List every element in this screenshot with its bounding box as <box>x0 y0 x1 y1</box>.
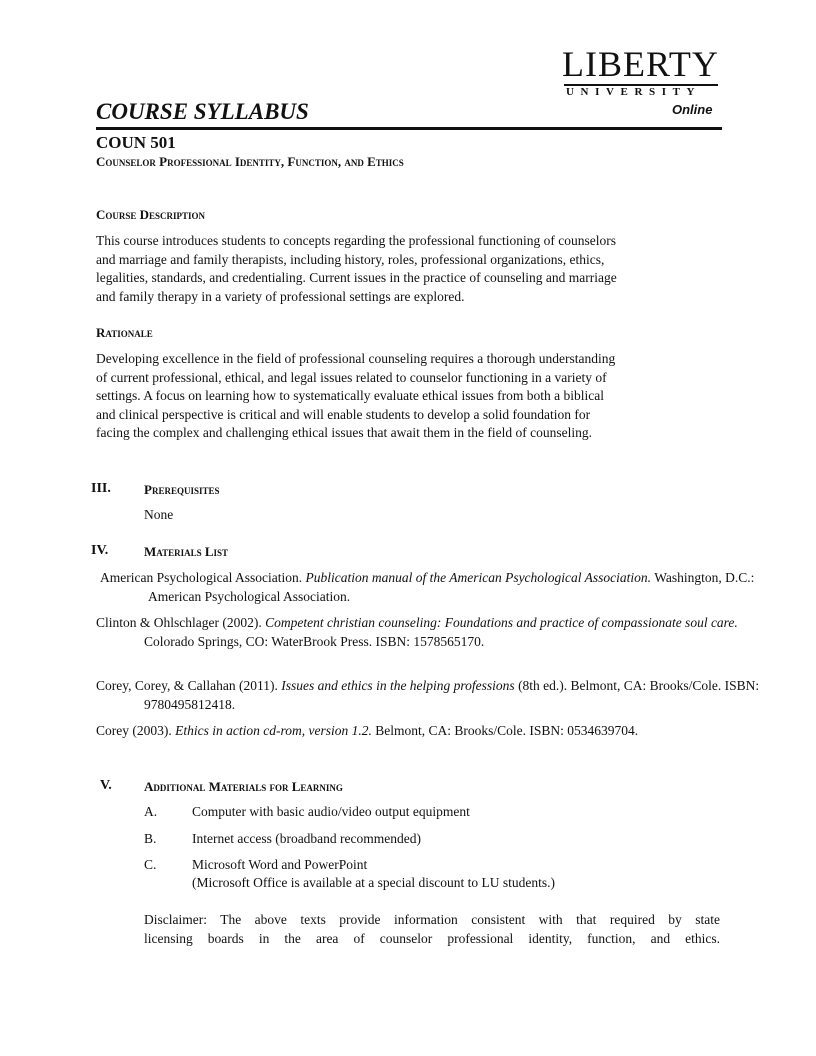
list-item-text: Microsoft Word and PowerPoint <box>192 857 368 872</box>
course-name: Counselor Professional Identity, Function, and Ethics <box>96 154 404 169</box>
list-item-letter: A. <box>144 804 158 819</box>
reference-entry <box>96 722 762 741</box>
materials-heading: Materials List <box>144 544 229 559</box>
logo-online: Online <box>672 102 713 117</box>
list-item-subtext: (Microsoft Office is available at a special discount to LU students.) <box>192 875 556 890</box>
title-rule <box>96 127 722 130</box>
rationale-line: of current professional, ethical, and legal issues related to counselor functioning in a variety of <box>96 369 607 385</box>
list-item-letter: C. <box>144 857 157 872</box>
prerequisites-value: None <box>144 507 174 522</box>
reference-title: Competent christian counseling: Foundations and practice of compassionate soul care. <box>265 615 738 630</box>
course-description-line: and family therapy in a variety of professional settings are explored. <box>96 288 465 304</box>
reference-author: Corey (2003). <box>96 723 176 738</box>
rationale-line: and clinical perspective is critical and will enable students to develop a solid foundation for <box>96 406 591 422</box>
reference-entry <box>96 677 762 714</box>
logo-university: UNIVERSITY <box>566 86 702 98</box>
rationale-text <box>96 350 726 443</box>
reference-entry <box>100 569 774 606</box>
reference-author: Corey, Corey, & Callahan (2011). <box>96 678 282 693</box>
section-number: III. <box>91 481 111 496</box>
rationale-line: Developing excellence in the field of professional counseling requires a thorough understanding <box>96 351 616 366</box>
additional-materials-heading: Additional Materials for Learning <box>144 779 343 794</box>
reference-entry <box>96 614 776 651</box>
course-code: COUN 501 <box>96 133 176 152</box>
course-description-line: This course introduces students to concepts regarding the professional functioning of counselors <box>96 233 617 248</box>
course-description-heading: Course Description <box>96 207 206 222</box>
list-item-text: Computer with basic audio/video output equipment <box>192 804 470 819</box>
course-description-line: legalities, standards, and credentialing. Current issues in the practice of counseling and marriage <box>96 270 617 285</box>
reference-author: American Psychological Association. <box>100 570 306 585</box>
section-number: IV. <box>91 543 109 558</box>
reference-title: Publication manual of the American Psychological Association. <box>305 570 652 585</box>
rationale-line: facing the complex and challenging ethical issues that await them in the field of counseling. <box>96 425 592 440</box>
reference-title: Issues and ethics in the helping professions <box>281 678 515 693</box>
disclaimer-line: licensing boards in the area of counselor professional identity, function, and ethics. <box>144 930 720 946</box>
list-item-letter: B. <box>144 831 157 846</box>
disclaimer <box>144 911 720 948</box>
list-item-text: Internet access (broadband recommended) <box>192 831 422 846</box>
reference-publisher: Washington, D.C.: American Psychological Association. <box>148 570 755 604</box>
reference-publisher: Colorado Springs, CO: WaterBrook Press. ISBN: 1578565170. <box>144 633 485 649</box>
reference-author: Clinton & Ohlschlager (2002). <box>96 615 266 630</box>
rationale-heading: Rationale <box>96 325 153 340</box>
disclaimer-line: Disclaimer: The above texts provide information consistent with that required by state <box>144 912 720 927</box>
section-number: V. <box>100 778 112 793</box>
page-title: COURSE SYLLABUS <box>96 99 309 124</box>
prerequisites-heading: Prerequisites <box>144 482 220 497</box>
reference-title: Ethics in action cd-rom, version 1.2. <box>175 723 372 738</box>
course-description-line: and marriage and family therapists, including history, roles, professional organizations, ethics, <box>96 251 605 267</box>
rationale-line: settings. A focus on learning how to systematically evaluate ethical issues from both a biblical <box>96 388 605 403</box>
course-description-text <box>96 232 726 306</box>
reference-publisher: (8th ed.). Belmont, CA: Brooks/Cole. ISBN: 9780495812418. <box>144 678 760 712</box>
logo-wordmark: LIBERTY <box>562 44 719 84</box>
reference-publisher: Belmont, CA: Brooks/Cole. ISBN: 0534639704. <box>371 723 639 738</box>
